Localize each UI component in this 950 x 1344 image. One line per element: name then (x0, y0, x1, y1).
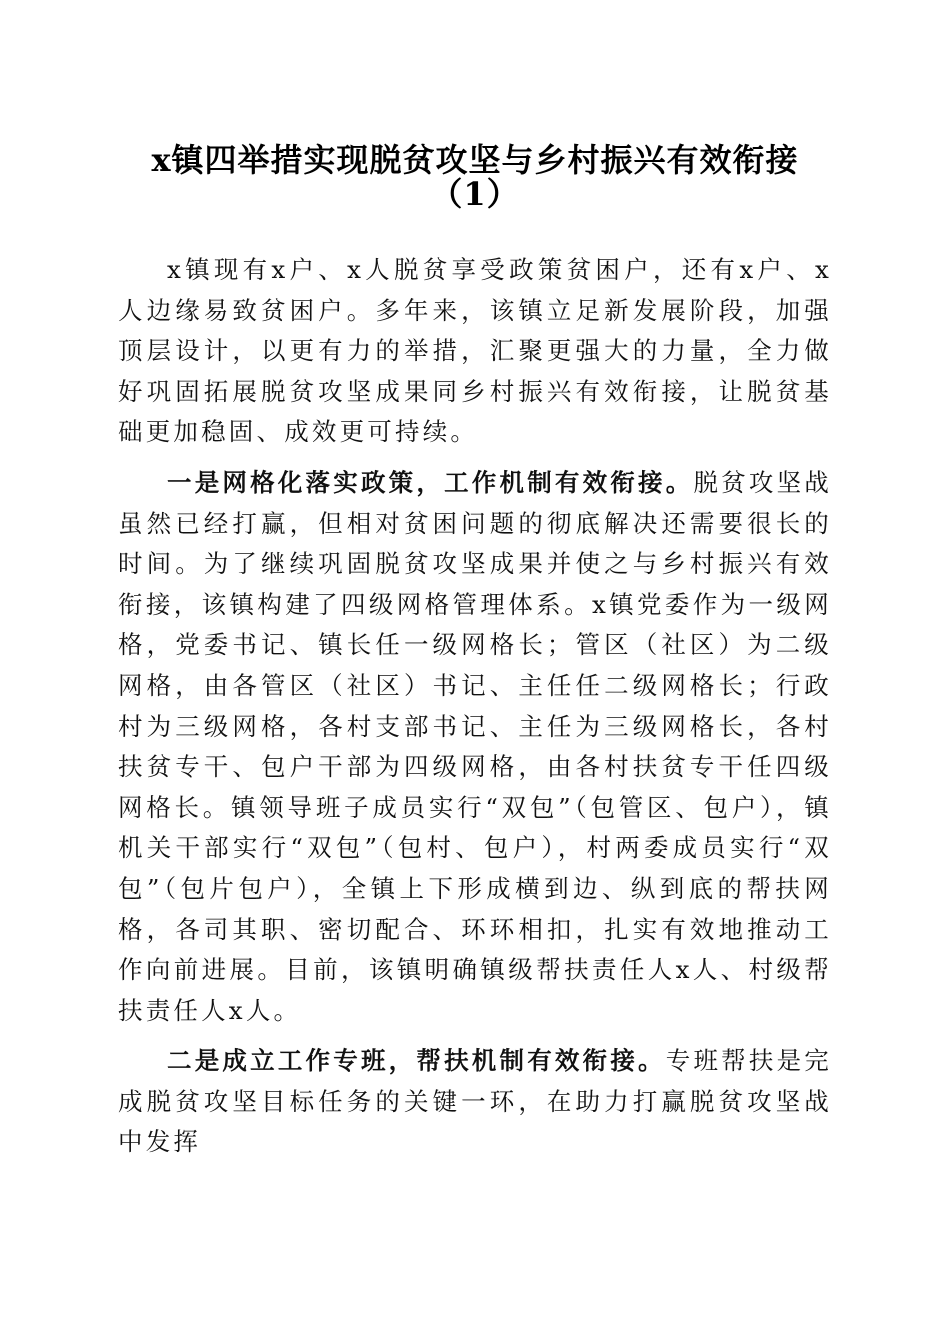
paragraph-measure-one (118, 463, 832, 1031)
paragraph-measure-one-text: 脱贫攻坚战虽然已经打赢，但相对贫困问题的彻底解决还需要很长的时间。为了继续巩固脱贫攻坚成果并使之与乡村振兴有效衔接，该镇构建了四级网格管理体系。x镇党委作为一级网格，党委书记、镇长任一级网格长；管区（社区）为二级网格，由各管区（社区）书记、主任任二级网格长；行政村为三级网格，各村支部书记、主任为三级网格长，各村扶贫专干、包户干部为四级网格，由各村扶贫专干任四级网格长。镇领导班子成员实行“双包”（包管区、包户），镇机关干部实行“双包”（包村、包户），村两委成员实行“双包”（包片包户），全镇上下形成横到边、纵到底的帮扶网格，各司其职、密切配合、环环相扣，扎实有效地推动工作向前进展。目前，该镇明确镇级帮扶责任人x人、村级帮扶责任人x人。 (118, 467, 832, 1025)
document-title-line1: x镇四举措实现脱贫攻坚与乡村振兴有效衔接 (151, 141, 799, 179)
paragraph-measure-one-lead: 一是网格化落实政策，工作机制有效衔接。 (167, 467, 694, 497)
paragraph-measure-two (118, 1041, 832, 1163)
document-body (118, 250, 832, 1163)
paragraph-intro-text: x镇现有x户、x人脱贫享受政策贫困户，还有x户、x人边缘易致贫困户。多年来，该镇立足新发展阶段，加强顶层设计，以更有力的举措，汇聚更强大的力量，全力做好巩固拓展脱贫攻坚成果同乡村振兴有效衔接，让脱贫基础更加稳固、成效更可持续。 (118, 255, 832, 447)
document-title-line2 (100, 158, 850, 213)
paragraph-intro (118, 250, 832, 453)
document-title-line2-text: （1） (430, 175, 520, 213)
paragraph-measure-two-text: 专班帮扶是完成脱贫攻坚目标任务的关键一环，在助力打赢脱贫攻坚战中发挥 (118, 1046, 832, 1157)
paragraph-measure-two-lead: 二是成立工作专班，帮扶机制有效衔接。 (167, 1046, 666, 1076)
